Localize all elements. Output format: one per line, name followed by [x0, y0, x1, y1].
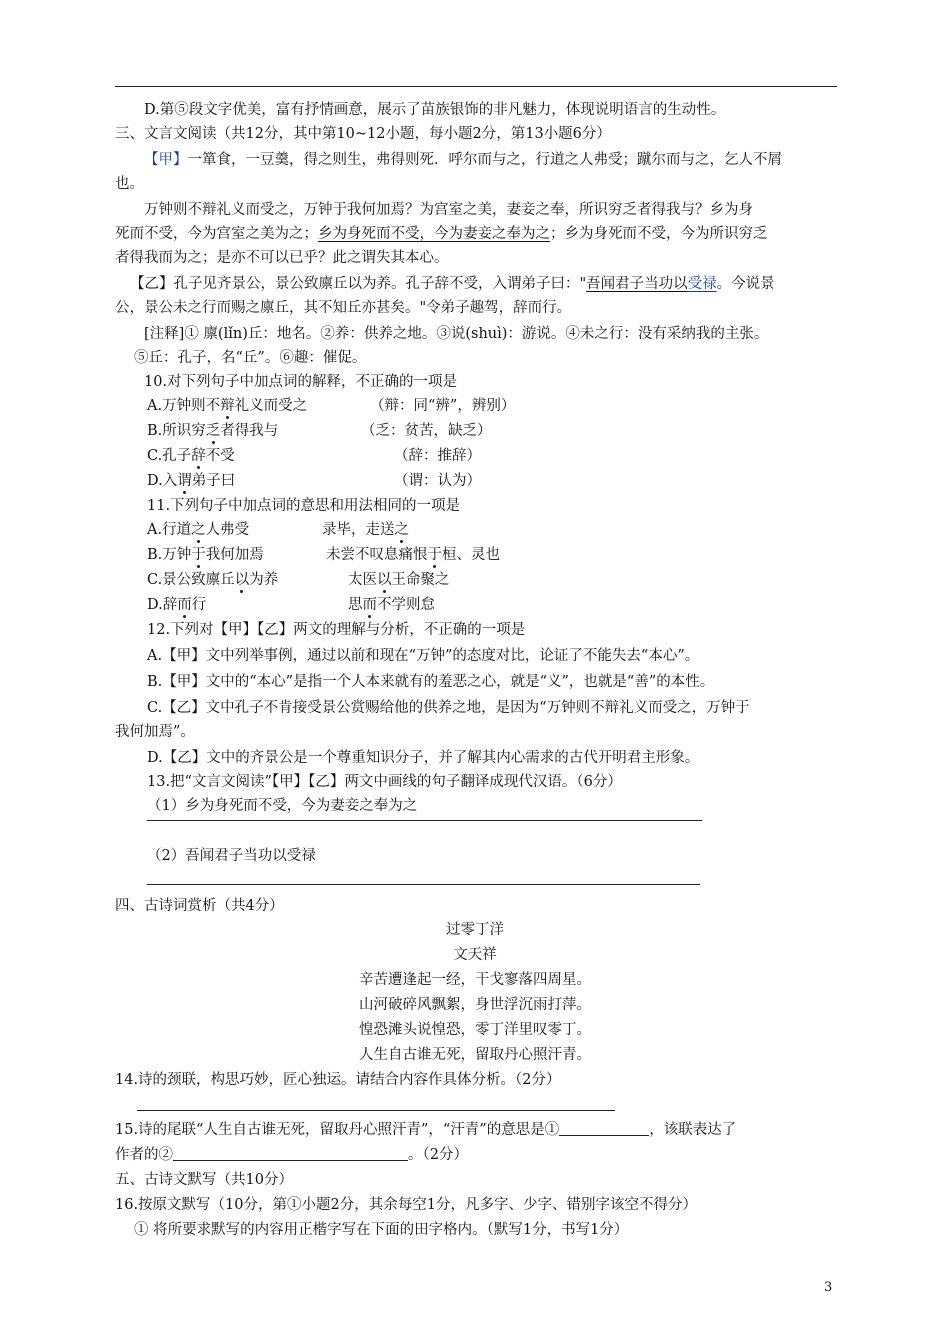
- q12-option-a: A.【甲】文中列举事例，通过以前和现在“万钟”的态度对比，论证了不能失去“本心”。: [147, 648, 700, 664]
- yi-paragraph-b: 公，景公未之行而赐之廪丘，其不知丘亦甚矣。"令弟子趣驾，辞而行。: [115, 300, 572, 316]
- q12-option-c: C.【乙】文中孔子不肯接受景公赏赐给他的供养之地，是因为“万钟则不辩礼义而受之，万钟于: [147, 700, 750, 716]
- annotation-line-1: [注释]① 廪(lǐn)丘：地名。②养：供养之地。③说(shuì)：游说。④未之行：没有采纳我的主张。: [144, 326, 769, 342]
- section-3-title: 三、文言文阅读（共12分，其中第10~12小题，每小题2分，第13小题6分）: [115, 126, 611, 142]
- question-15-line-1: [115, 1120, 736, 1140]
- yi-paragraph-a: [130, 274, 775, 294]
- q10-option-d: D.入谓弟子曰: [147, 473, 236, 489]
- poem-line-1: 辛苦遭逢起一经，干戈寥落四周星。: [359, 972, 591, 988]
- q15-blank-2[interactable]: [173, 1160, 408, 1161]
- q10-option-a-explain: （辩：同“辨”，辨别）: [370, 398, 516, 414]
- jia-paragraph-1: [144, 150, 782, 170]
- q13-answer-line-2[interactable]: [147, 884, 700, 885]
- section-4-title: 四、古诗词赏析（共4分）: [115, 898, 284, 914]
- jia-text-2b3: ；乡为身死而不受，今为所识穷乏: [550, 226, 768, 242]
- emphasis-dot-char: 而: [177, 597, 192, 613]
- emphasis-dot-char: 于: [191, 547, 206, 563]
- yi-text-a4: 。今说景: [716, 276, 775, 292]
- q14-answer-line[interactable]: [137, 1110, 615, 1111]
- q11-option-d-left: D.辞而行: [147, 597, 207, 613]
- question-12: 12.下列对【甲】【乙】两文的理解与分析，不正确的一项是: [147, 622, 526, 638]
- q10-option-d-explain: （谓：认为）: [394, 473, 481, 489]
- emphasis-dot-char: 辞: [191, 448, 206, 464]
- emphasis-dot-char: 于: [427, 547, 442, 563]
- jia-paragraph-2a: 万钟则不辩礼义而受之，万钟于我何加焉？为宫室之美，妻妾之奉，所识穷乏者得我与？乡为身: [144, 202, 753, 218]
- top-rule: [115, 86, 837, 87]
- q13-answer-line-1[interactable]: [147, 820, 702, 821]
- question-16-part-1: ① 将所要求默写的内容用正楷字写在下面的田字格内。（默写1分，书写1分）: [134, 1222, 629, 1238]
- q10-option-c: C.孔子辞不受: [147, 448, 235, 464]
- section-5-title: 五、古诗文默写（共10分）: [115, 1172, 293, 1188]
- q15-text-a2: ，该联表达了: [649, 1122, 737, 1138]
- jia-paragraph-2c: 者得我而为之；是亦不可以已乎？此之谓失其本心。: [115, 250, 449, 266]
- q11-option-b-left: B.万钟于我何加焉: [147, 547, 264, 563]
- underlined-sentence-2: 吾闻君子当功以: [586, 276, 688, 292]
- question-16: 16.按原文默写（10分，第①小题2分，其余每空1分，凡多字、少字、错别字该空不得分）: [115, 1197, 697, 1213]
- q13-part-2: （2）吾闻君子当功以受禄: [147, 848, 316, 864]
- jia-tag: 【甲】: [144, 152, 188, 168]
- emphasis-dot-char: 辩: [220, 398, 235, 414]
- underlined-sentence-1: 乡为身死而不受，今为妻妾之奉为之: [318, 226, 550, 242]
- jia-paragraph-2b: [115, 224, 768, 244]
- poem-title: 过零丁洋: [446, 922, 504, 938]
- q15-text-b2: 。（2分）: [408, 1147, 468, 1163]
- page-number: 3: [824, 1280, 833, 1295]
- poem-line-3: 惶恐滩头说惶恐，零丁洋里叹零丁。: [359, 1022, 591, 1038]
- question-14: 14.诗的颈联，构思巧妙，匠心独运。请结合内容作具体分析。（2分）: [115, 1072, 561, 1088]
- question-15-line-2: [115, 1145, 468, 1165]
- jia-paragraph-1-cont: 也。: [115, 176, 144, 192]
- question-11: 11.下列句子中加点词的意思和用法相同的一项是: [147, 498, 461, 514]
- emphasis-dot-char: 之: [191, 522, 206, 538]
- q11-option-c-right: 太医以王命聚之: [348, 572, 450, 588]
- q11-option-c-left: C.景公致廪丘以为养: [147, 572, 279, 588]
- q10-option-a: A.万钟则不辩礼义而受之: [147, 398, 308, 414]
- poem-line-4: 人生自古谁无死，留取丹心照汗青。: [359, 1047, 591, 1063]
- poem-author: 文天祥: [453, 947, 497, 963]
- option-d-line: D.第⑤段文字优美，富有抒情画意，展示了苗族银饰的非凡魅力，体现说明语言的生动性。: [144, 102, 726, 118]
- q13-part-1: （1）乡为身死而不受，今为妻妾之奉为之: [147, 798, 418, 814]
- question-10: 10.对下列句子中加点词的解释，不正确的一项是: [144, 374, 458, 390]
- question-13: 13.把“文言文阅读”【甲】【乙】两文中画线的句子翻译成现代汉语。（6分）: [147, 774, 622, 790]
- q10-option-b: B.所识穷乏者得我与: [147, 423, 279, 439]
- emphasis-dot-char: 以: [377, 572, 392, 588]
- jia-text-2b1: 死而不受，今为宫室之美为之；: [115, 226, 318, 242]
- q11-option-d-right: 思而不学则怠: [348, 597, 435, 613]
- emphasis-dot-char: 以: [234, 572, 250, 588]
- q12-option-d: D.【乙】文中的齐景公是一个尊重知识分子，并了解其内心需求的古代开明君主形象。: [147, 750, 700, 766]
- q12-option-b: B.【甲】文中的“本心”是指一个人本来就有的羞恶之心，就是“义”，也就是“善”的本性。: [147, 674, 715, 690]
- jia-text-1: 一箪食，一豆羹，得之则生，弗得则死．呼尔而与之，行道之人弗受；蹴尔而与之，乞人不屑: [187, 152, 782, 168]
- q15-text-b1: 作者的②: [115, 1147, 173, 1163]
- q11-option-a-left: A.行道之人弗受: [147, 522, 250, 538]
- q12-option-c-cont: 我何加焉”。: [115, 724, 195, 740]
- annotation-line-2: ⑤丘：孔子，名“丘”。⑥趣：催促。: [134, 350, 367, 366]
- q10-option-b-explain: （乏：贫苦，缺乏）: [361, 423, 492, 439]
- emphasis-dot-char: 乏: [205, 423, 221, 439]
- emphasis-dot-char: 而: [362, 597, 377, 613]
- q15-text-a1: 15.诗的尾联“人生自古谁无死，留取丹心照汗青”，“汗青”的意思是①: [115, 1122, 560, 1138]
- emphasis-dot-char: 之: [394, 522, 409, 538]
- poem-line-2: 山河破碎风飘絮，身世浮沉雨打萍。: [359, 997, 591, 1013]
- q15-blank-1[interactable]: [559, 1135, 649, 1136]
- emphasis-dot-char: 谓: [177, 473, 192, 489]
- q10-option-c-explain: （辞：推辞）: [394, 448, 481, 464]
- q11-option-a-right: 录毕，走送之: [322, 522, 409, 538]
- q11-option-b-right: 未尝不叹息痛恨于桓、灵也: [326, 547, 500, 563]
- yi-text-a1: 【乙】孔子见齐景公，景公致廪丘以为养。孔子辞不受，入谓弟子曰：": [130, 276, 587, 292]
- underlined-link-text: 受禄: [687, 276, 717, 292]
